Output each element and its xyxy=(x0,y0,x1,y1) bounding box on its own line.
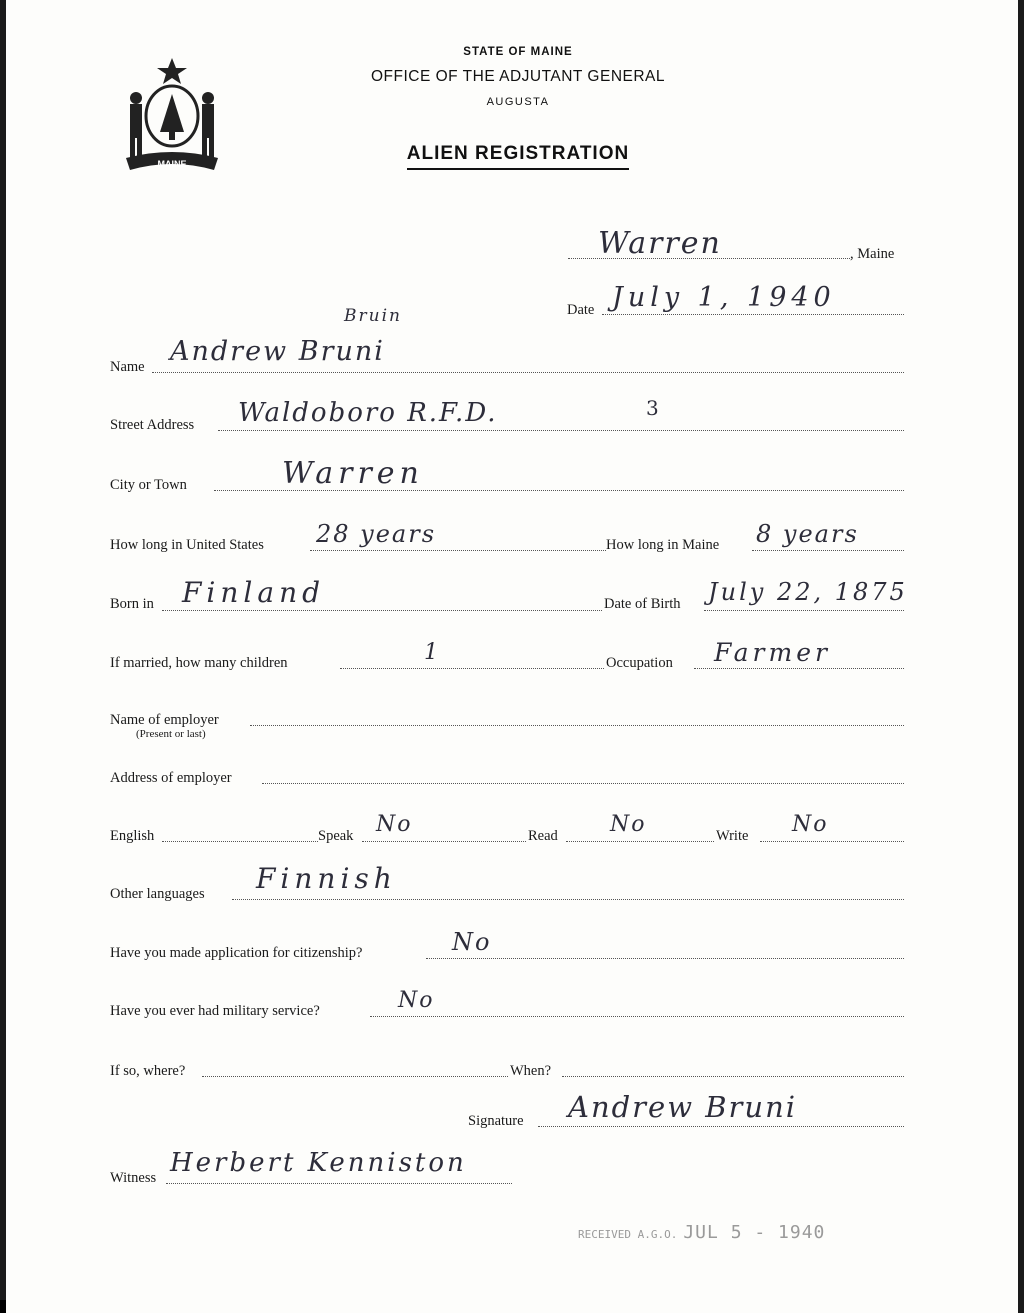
military-label: Have you ever had military service? xyxy=(110,1003,320,1019)
city-value: Warren xyxy=(282,456,424,491)
employer-name-label: Name of employer xyxy=(110,712,219,728)
name-correction: Bruin xyxy=(344,306,402,326)
employer-name-field[interactable] xyxy=(250,725,904,726)
scan-border xyxy=(0,1300,6,1313)
time-in-maine-label: How long in Maine xyxy=(606,537,720,553)
employer-name-sublabel: (Present or last) xyxy=(136,728,206,740)
witness-value: Herbert Kenniston xyxy=(170,1148,467,1178)
citizenship-label: Have you made application for citizenship? xyxy=(110,945,363,961)
english-field[interactable] xyxy=(162,841,318,842)
form-title: ALIEN REGISTRATION xyxy=(336,143,700,165)
read-label: Read xyxy=(528,828,558,844)
citizenship-field[interactable] xyxy=(426,958,904,959)
date-of-birth-field[interactable] xyxy=(704,610,904,611)
born-in-field[interactable] xyxy=(162,610,602,611)
date-of-birth-value: July 22, 1875 xyxy=(708,578,908,606)
date-label: Date xyxy=(567,302,595,318)
speak-field[interactable] xyxy=(362,841,526,842)
read-field[interactable] xyxy=(566,841,714,842)
children-value: 1 xyxy=(424,640,440,665)
street-address-number: 3 xyxy=(646,396,661,420)
header-office: OFFICE OF THE ADJUTANT GENERAL xyxy=(370,68,666,85)
speak-label: Speak xyxy=(318,828,354,844)
date-field[interactable] xyxy=(602,314,904,315)
born-in-label: Born in xyxy=(110,596,154,612)
occupation-label: Occupation xyxy=(606,655,673,671)
date-of-birth-label: Date of Birth xyxy=(604,596,681,612)
date-value: July 1, 1940 xyxy=(612,282,836,313)
street-address-label: Street Address xyxy=(110,417,195,433)
other-languages-value: Finnish xyxy=(256,862,397,895)
name-label: Name xyxy=(110,359,145,375)
svg-text:MAINE: MAINE xyxy=(157,159,187,169)
service-when-label: When? xyxy=(510,1063,552,1079)
city-label: City or Town xyxy=(110,477,187,493)
street-address-value: Waldoboro R.F.D. xyxy=(238,398,498,428)
born-in-value: Finland xyxy=(182,576,326,609)
write-field[interactable] xyxy=(760,841,904,842)
write-value: No xyxy=(792,812,829,837)
state-label: , Maine xyxy=(850,246,895,262)
maine-seal-icon xyxy=(116,54,228,182)
employer-address-field[interactable] xyxy=(262,783,904,784)
children-label: If married, how many children xyxy=(110,655,288,671)
signature-label: Signature xyxy=(468,1113,524,1129)
read-value: No xyxy=(610,812,647,837)
header-state: STATE OF MAINE xyxy=(463,46,573,58)
military-value: No xyxy=(398,988,435,1013)
registration-form xyxy=(6,0,1018,1313)
time-in-us-value: 28 years xyxy=(316,520,437,548)
service-where-label: If so, where? xyxy=(110,1063,186,1079)
time-in-us-label: How long in United States xyxy=(110,537,264,553)
other-languages-field[interactable] xyxy=(232,899,904,900)
street-address-field[interactable] xyxy=(218,430,904,431)
signature-value: Andrew Bruni xyxy=(568,1090,798,1124)
other-languages-label: Other languages xyxy=(110,886,205,902)
service-where-field[interactable] xyxy=(202,1076,508,1077)
name-value: Andrew Bruni xyxy=(170,336,385,367)
english-label: English xyxy=(110,828,155,844)
speak-value: No xyxy=(376,812,413,837)
received-stamp: RECEIVED A.G.O. JUL 5 - 1940 xyxy=(578,1222,826,1243)
time-in-maine-field[interactable] xyxy=(752,550,904,551)
children-field[interactable] xyxy=(340,668,604,669)
time-in-maine-value: 8 years xyxy=(756,520,859,548)
witness-label: Witness xyxy=(110,1170,157,1186)
signature-field[interactable] xyxy=(538,1126,904,1127)
header-city: AUGUSTA xyxy=(486,96,550,108)
town-value: Warren xyxy=(598,226,722,261)
write-label: Write xyxy=(716,828,749,844)
occupation-value: Farmer xyxy=(714,638,831,667)
occupation-field[interactable] xyxy=(694,668,904,669)
employer-address-label: Address of employer xyxy=(110,770,232,786)
time-in-us-field[interactable] xyxy=(310,550,606,551)
name-field[interactable] xyxy=(152,372,904,373)
service-when-field[interactable] xyxy=(562,1076,904,1077)
citizenship-value: No xyxy=(452,928,492,956)
witness-field[interactable] xyxy=(166,1183,512,1184)
military-field[interactable] xyxy=(370,1016,904,1017)
